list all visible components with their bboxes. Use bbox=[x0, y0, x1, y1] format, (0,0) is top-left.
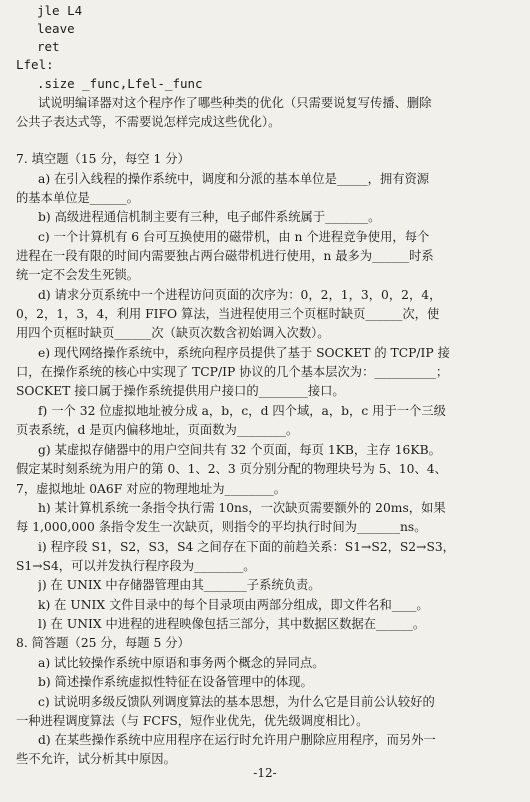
question-line: b) 高级进程通信机制主要有三种，电子邮件系统属于_______。 bbox=[38, 210, 381, 224]
question-line: 一种进程调度算法（与 FCFS，短作业优先，优先级调度相比）。 bbox=[16, 714, 369, 728]
code-line: ret bbox=[37, 39, 60, 54]
question-line: j) 在 UNIX 中存储器管理由其_______子系统负责。 bbox=[38, 578, 321, 592]
intro-line: 公共子表达式等，不需要说怎样完成这些优化）。 bbox=[16, 115, 281, 129]
section-8-heading: 8. 简答题（25 分，每题 5 分） bbox=[16, 636, 190, 650]
question-line: 些不允许，试分析其中原因。 bbox=[16, 752, 176, 766]
question-line: c) 一个计算机有 6 台可互换使用的磁带机，由 n 个进程竞争使用，每个 bbox=[38, 230, 430, 244]
question-line: 统一定不会发生死锁。 bbox=[16, 268, 139, 282]
page-number: -12- bbox=[253, 766, 277, 780]
question-line: i) 程序段 S1，S2，S3，S4 之间存在下面的前趋关系：S1→S2，S2→S3， bbox=[38, 540, 455, 554]
code-label: Lfel: bbox=[16, 57, 54, 72]
question-line: h) 某计算机系统一条指令执行需 10ns，一次缺页需要额外的 20ms，如果 bbox=[38, 501, 446, 515]
question-line: 页表系统，d 是页内偏移地址，页面数为________。 bbox=[16, 423, 299, 437]
question-line: g) 某虚拟存储器中的用户空间共有 32 个页面，每页 1KB，主存 16KB。 bbox=[38, 443, 441, 457]
question-line: f) 一个 32 位虚拟地址被分成 a，b，c，d 四个域，a，b，c 用于一个三级 bbox=[38, 404, 446, 418]
question-line: 的基本单位是______。 bbox=[16, 191, 139, 205]
question-line: k) 在 UNIX 文件目录中的每个目录项由两部分组成，即文件名和____。 bbox=[38, 598, 429, 612]
intro-line: 试说明编译器对这个程序作了哪些种类的优化（只需要说复写传播、删除 bbox=[38, 96, 432, 110]
question-line: 假定某时刻系统为用户的第 0、1、2、3 页分别分配的物理块号为 5、10、4、 bbox=[16, 462, 447, 476]
code-line: jle L4 bbox=[37, 3, 83, 18]
question-line: d) 请求分页系统中一个进程访问页面的次序为：0，2，1，3，0，2，4， bbox=[38, 288, 442, 302]
question-line: 7，虚拟地址 0A6F 对应的物理地址为________。 bbox=[16, 482, 287, 496]
question-line: 进程在一段有限的时间内需要独占两台磁带机进行使用，n 最多为______时系 bbox=[16, 249, 434, 263]
question-line: 口，在操作系统的核心中实现了 TCP/IP 协议的几个基本层次为：__________； bbox=[16, 365, 449, 379]
question-line: d) 在某些操作系统中应用程序在运行时允许用户删除应用程序，而另外一 bbox=[38, 733, 436, 747]
question-line: e) 现代网络操作系统中，系统向程序员提供了基于 SOCKET 的 TCP/IP 接 bbox=[38, 346, 450, 360]
question-line: 每 1,000,000 条指令发生一次缺页，则指令的平均执行时间为_______ns。 bbox=[16, 520, 427, 534]
question-line: 用四个页框时缺页______次（缺页次数含初始调入次数）。 bbox=[16, 326, 330, 340]
section-7-heading: 7. 填空题（15 分，每空 1 分） bbox=[16, 152, 190, 166]
question-line: l) 在 UNIX 中进程的进程映像包括三部分，其中数据区数据在______。 bbox=[38, 617, 426, 631]
question-line: c) 试说明多级反馈队列调度算法的基本思想，为什么它是目前公认较好的 bbox=[38, 695, 435, 709]
question-line: a) 试比较操作系统中原语和事务两个概念的异同点。 bbox=[38, 656, 325, 670]
question-line: 0，2，1，3，4，利用 FIFO 算法，当进程使用三个页框时缺页______次，使 bbox=[16, 307, 440, 321]
question-line: a) 在引入线程的操作系统中，调度和分派的基本单位是_____，拥有资源 bbox=[38, 172, 430, 186]
code-line: leave bbox=[37, 21, 75, 36]
question-line: b) 简述操作系统虚拟性特征在设备管理中的体现。 bbox=[38, 675, 313, 689]
question-line: S1→S4，可以并发执行程序段为________。 bbox=[16, 559, 256, 573]
code-line: .size _func,Lfel-_func bbox=[37, 76, 203, 91]
question-line: SOCKET 接口属于操作系统提供用户接口的________接口。 bbox=[16, 384, 345, 398]
